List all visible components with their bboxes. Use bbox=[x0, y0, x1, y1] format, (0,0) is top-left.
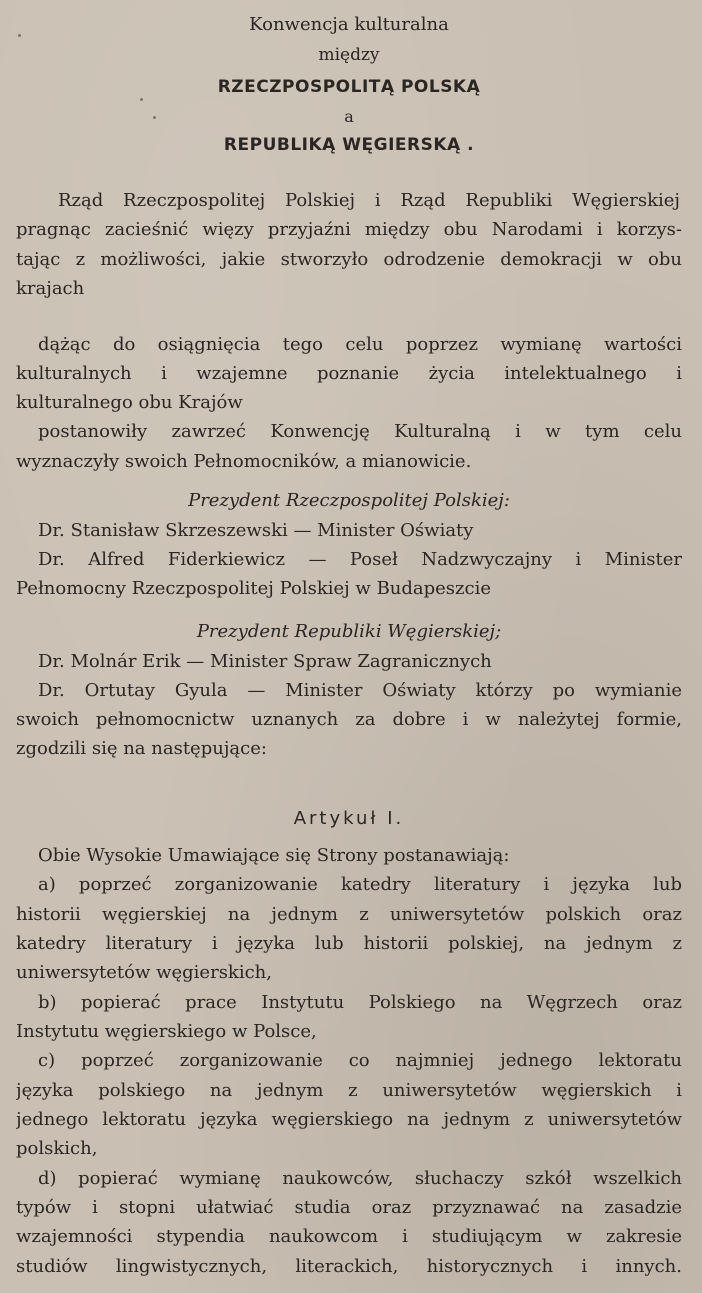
article-heading: Artykuł I. bbox=[293, 808, 405, 829]
preamble-line: pragnąc zacieśnić więzy przyjaźni między obu Narodami i korzys- bbox=[16, 219, 682, 240]
hungarian-delegate-line: Dr. Ortutay Gyula — Minister Oświaty którzy po wymianie bbox=[38, 680, 682, 701]
hungarian-president-heading: Prezydent Republiki Węgierskiej; bbox=[196, 621, 502, 642]
preamble-line: tając z możliwości, jakie stworzyło odrodzenie demokracji w obu bbox=[16, 249, 682, 270]
article-line: uniwersytetów węgierskich, bbox=[16, 962, 272, 983]
preamble-line: krajach bbox=[16, 278, 85, 299]
article-line: c) poprzeć zorganizowanie co najmniej jednego lektoratu bbox=[38, 1050, 682, 1071]
preamble-line: kulturalnego obu Krajów bbox=[16, 392, 243, 413]
preamble-line: postanowiły zawrzeć Konwencję Kulturalną i w tym celu bbox=[38, 421, 682, 442]
article-line: b) popierać prace Instytutu Polskiego na Węgrzech oraz bbox=[38, 992, 682, 1013]
article-line: Instytutu węgierskiego w Polsce, bbox=[16, 1021, 317, 1042]
article-line: studiów lingwistycznych, literackich, historycznych i innych. bbox=[16, 1256, 682, 1277]
article-line: a) poprzeć zorganizowanie katedry literatury i języka lub bbox=[38, 874, 682, 895]
article-line: katedry literatury i języka lub historii polskiej, na jednym z bbox=[16, 933, 682, 954]
hungarian-delegate-line: swoich pełnomocnictw uznanych za dobre i w należytej formie, bbox=[16, 709, 682, 730]
title-line-5: REPUBLIKĄ WĘGIERSKĄ . bbox=[223, 135, 475, 155]
article-line: wzajemności stypendia naukowcom i studiującym w zakresie bbox=[16, 1226, 682, 1247]
preamble-line: Rząd Rzeczpospolitej Polskiej i Rząd Republiki Węgierskiej bbox=[58, 190, 680, 211]
article-line: języka polskiego na jednym z uniwersytetów węgierskich i bbox=[16, 1080, 682, 1101]
polish-president-heading: Prezydent Rzeczpospolitej Polskiej: bbox=[188, 490, 510, 511]
article-line: jednego lektoratu języka węgierskiego na jednym z uniwersytetów bbox=[16, 1109, 682, 1130]
polish-delegate-line: Pełnomocny Rzeczpospolitej Polskiej w Budapeszcie bbox=[16, 578, 492, 599]
hungarian-delegate-line: zgodzili się na następujące: bbox=[16, 738, 267, 759]
article-line: Obie Wysokie Umawiające się Strony postanawiają: bbox=[38, 845, 510, 866]
title-line-4: a bbox=[344, 107, 354, 126]
polish-delegate-line: Dr. Stanisław Skrzeszewski — Minister Oświaty bbox=[38, 520, 474, 541]
title-line-1: Konwencja kulturalna bbox=[249, 14, 449, 35]
preamble-line: wyznaczyły swoich Pełnomocników, a mianowicie. bbox=[16, 451, 472, 472]
preamble-line: dążąc do osiągnięcia tego celu poprzez wymianę wartości bbox=[38, 334, 682, 355]
hungarian-delegate-line: Dr. Molnár Erik — Minister Spraw Zagranicznych bbox=[38, 651, 492, 672]
title-line-2: między bbox=[318, 45, 380, 65]
preamble-line: kulturalnych i wzajemne poznanie życia intelektualnego i bbox=[16, 363, 682, 384]
polish-delegate-line: Dr. Alfred Fiderkiewicz — Poseł Nadzwyczajny i Minister bbox=[38, 549, 682, 570]
article-line: polskich, bbox=[16, 1138, 98, 1159]
title-line-3: RZECZPOSPOLITĄ POLSKĄ bbox=[217, 77, 481, 97]
article-line: d) popierać wymianę naukowców, słuchaczy szkół wszelkich bbox=[38, 1168, 682, 1189]
article-line: historii węgierskiej na jednym z uniwersytetów polskich oraz bbox=[16, 904, 682, 925]
article-line: typów i stopni ułatwiać studia oraz przyznawać na zasadzie bbox=[16, 1197, 682, 1218]
